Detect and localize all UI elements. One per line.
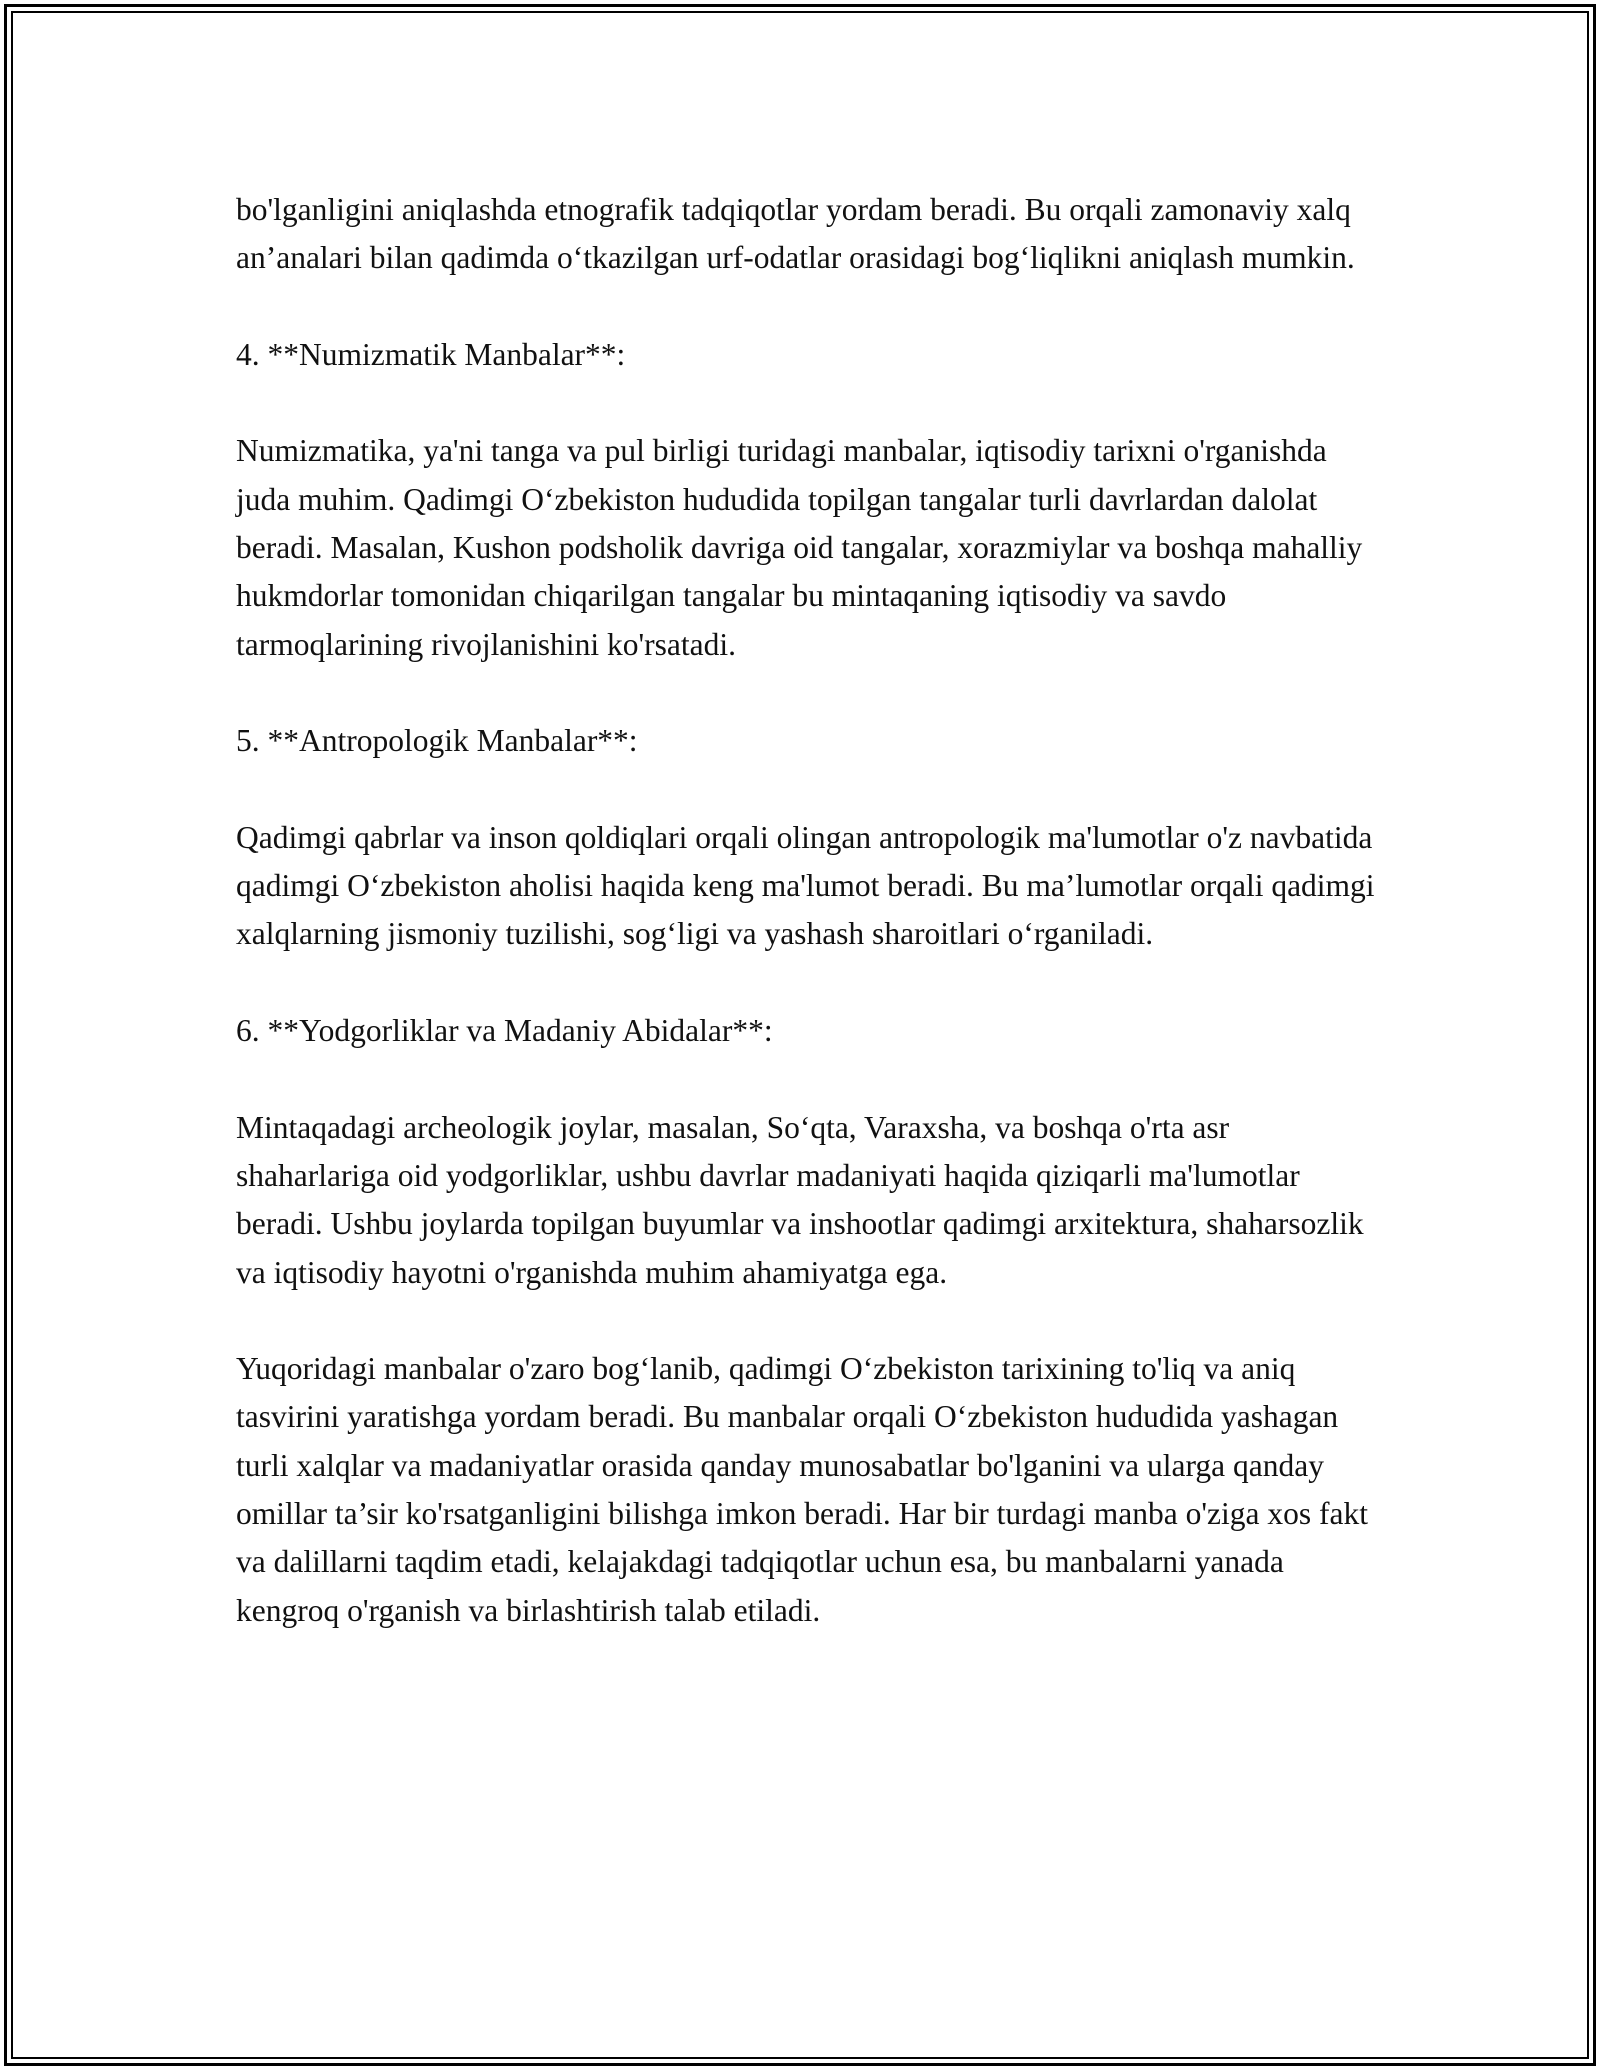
document-body <box>236 186 1376 1635</box>
heading-monuments: 6. **Yodgorliklar va Madaniy Abidalar**: <box>236 1013 773 1049</box>
paragraph-ethnographic-continuation: bo'lganligini aniqlashda etnografik tadqiqotlar yordam beradi. Bu orqali zamonaviy xalq an’analari bilan qadimda o‘tkazilgan urf-odatlar orasidagi bog‘liqlikni aniqlash mumkin. <box>236 192 1355 276</box>
paragraph-conclusion: Yuqoridagi manbalar o'zaro bog‘lanib, qadimgi O‘zbekiston tarixining to'liq va aniq tasvirini yaratishga yordam beradi. Bu manbalar orqali O‘zbekiston hududida yashagan turli xalqlar va madaniyatlar orasida qanday munosabatlar bo'lganini va ularga qanday omillar ta’sir ko'rsatganligini bilishga imkon beradi. Har bir turdagi manba o'ziga xos fakt va dalillarni taqdim etadi, kelajakdagi tadqiqotlar uchun esa, bu manbalarni yanada kengroq o'rganish va birlashtirish talab etiladi. <box>236 1351 1368 1628</box>
paragraph-anthropological: Qadimgi qabrlar va inson qoldiqlari orqali olingan antropologik ma'lumotlar o'z navbatida qadimgi O‘zbekiston aholisi haqida keng ma'lumot beradi. Bu ma’lumotlar orqali qadimgi xalqlarning jismoniy tuzilishi, sog‘ligi va yashash sharoitlari o‘rganiladi. <box>236 819 1375 952</box>
heading-anthropological-sources: 5. **Antropologik Manbalar**: <box>236 723 638 759</box>
paragraph-numismatic: Numizmatika, ya'ni tanga va pul birligi turidagi manbalar, iqtisodiy tarixni o'rganishda juda muhim. Qadimgi O‘zbekiston hududida topilgan tangalar turli davrlardan dalolat beradi. Masalan, Kushon podsholik davriga oid tangalar, xorazmiylar va boshqa mahalliy hukmdorlar tomonidan chiqarilgan tangalar bu mintaqaning iqtisodiy va savdo tarmoqlarining rivojlanishini ko'rsatadi. <box>236 433 1363 662</box>
paragraph-monuments: Mintaqadagi archeologik joylar, masalan, So‘qta, Varaxsha, va boshqa o'rta asr shaharlariga oid yodgorliklar, ushbu davrlar madaniyati haqida qiziqarli ma'lumotlar beradi. Ushbu joylarda topilgan buyumlar va inshootlar qadimgi arxitektura, shaharsozlik va iqtisodiy hayotni o'rganishda muhim ahamiyatga ega. <box>236 1109 1364 1290</box>
heading-numismatic-sources: 4. **Numizmatik Manbalar**: <box>236 336 626 372</box>
